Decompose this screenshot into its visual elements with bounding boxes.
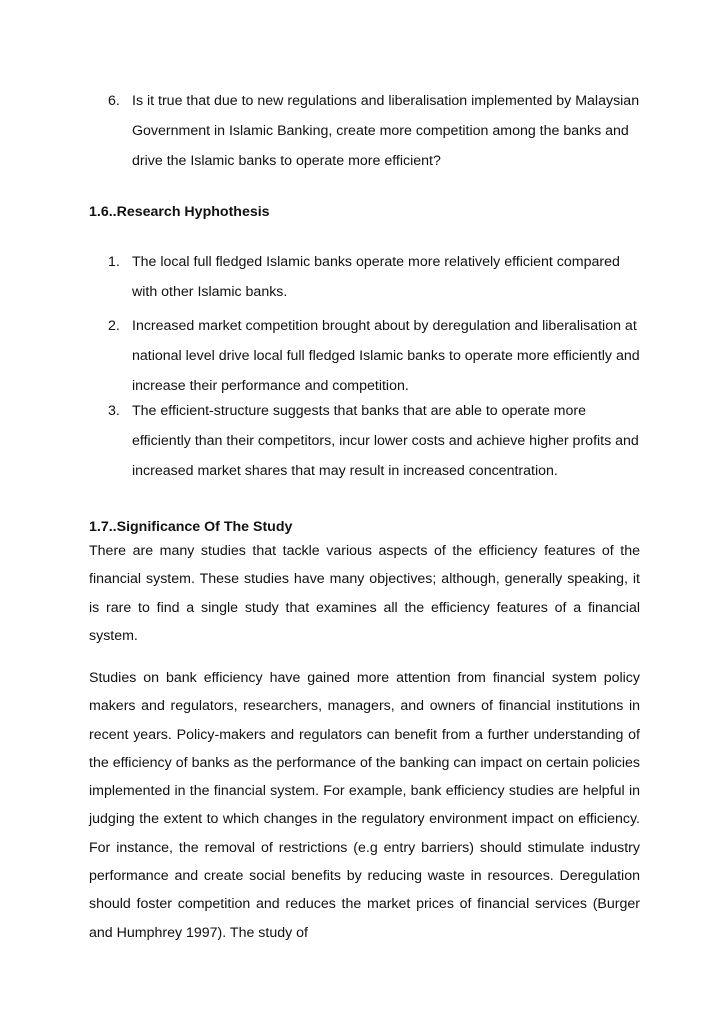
- hypothesis-item-1: [108, 247, 648, 307]
- hypothesis-item-2: [108, 311, 648, 401]
- list-number: 6.: [108, 93, 120, 109]
- list-text: Increased market competition brought about by deregulation and liberalisation at national level drive local full fledged Islamic banks to operate more efficiently and increase their performance and competition.: [132, 318, 640, 394]
- list-text: The local full fledged Islamic banks operate more relatively efficient compared with other Islamic banks.: [132, 254, 620, 300]
- list-text: Is it true that due to new regulations and liberalisation implemented by Malaysian Government in Islamic Banking, create more competition among the banks and drive the Islamic banks to operate more efficient?: [132, 93, 640, 169]
- list-number: 2.: [108, 318, 120, 334]
- paragraph-significance-2: Studies on bank efficiency have gained more attention from financial system policy makers and regulators, researchers, managers, and owners of financial institutions in recent years. Policy-makers and regulators can benefit from a further understanding of the efficiency of banks as the performance of the banking can impact on certain policies implemented in the financial system. For example, bank efficiency studies are helpful in judging the extent to which changes in the regulatory environment impact on efficiency. For instance, the removal of restrictions (e.g entry barriers) should stimulate industry performance and create social benefits by reducing waste in resources. Deregulation should foster competition and reduces the market prices of financial services (Burger and Humphrey 1997). The study of: [89, 670, 640, 941]
- hypothesis-item-3: [108, 396, 648, 486]
- list-text: The efficient-structure suggests that banks that are able to operate more efficiently than their competitors, incur lower costs and achieve higher profits and increased market shares that may result in increased concentration.: [132, 403, 639, 479]
- list-number: 3.: [108, 403, 120, 419]
- section-heading-significance: 1.7..Significance Of The Study: [89, 519, 293, 535]
- section-heading-research-hypothesis: 1.6..Research Hyphothesis: [89, 204, 270, 220]
- paragraph-significance-1: There are many studies that tackle various aspects of the efficiency features of the financial system. These studies have many objectives; although, generally speaking, it is rare to find a single study that examines all the efficiency features of a financial system.: [89, 543, 640, 644]
- list-number: 1.: [108, 254, 120, 270]
- research-question-6: [108, 86, 648, 176]
